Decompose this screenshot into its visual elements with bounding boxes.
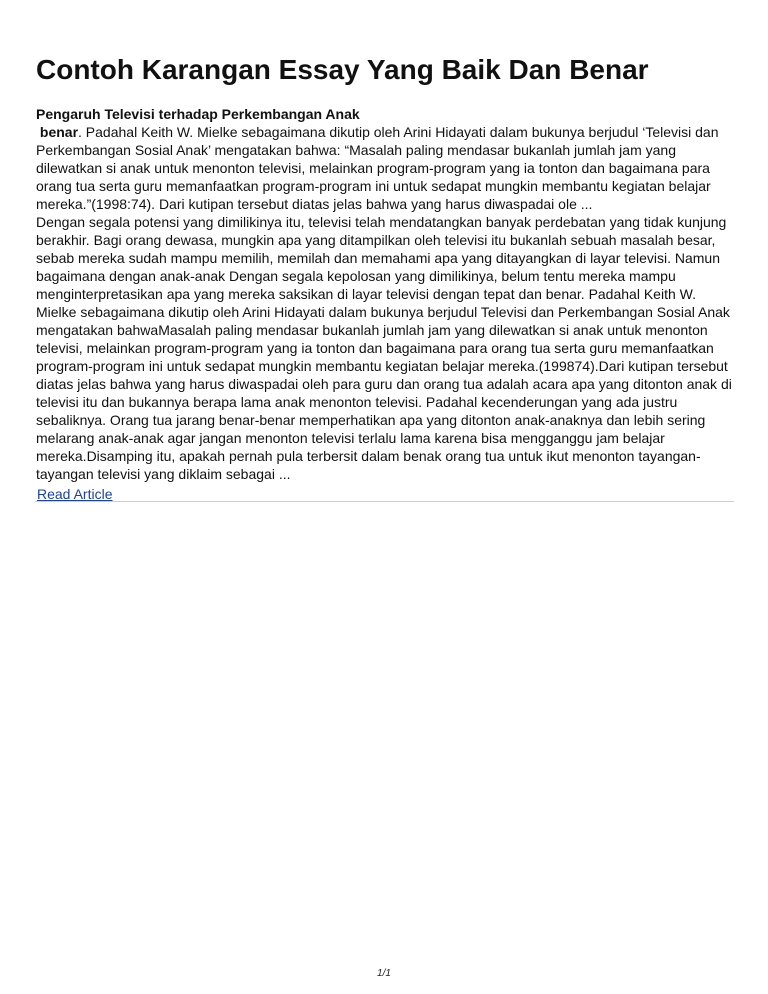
article-paragraph: Dengan segala potensi yang dimilikinya itu, televisi telah mendatangkan banyak perdebatan yang tidak kunjung berakhir. Bagi orang dewasa, mungkin apa yang ditampilkan oleh televisi itu bukanlah sebuah masalah besar, sebab mereka sudah mampu memilih, memilah dan memahami apa yang ditayangkan di layar televisi. Namun bagaimana dengan anak-anak Dengan segala kepolosan yang dimilikinya, belum tentu mereka mampu menginterpretasikan apa yang mereka saksikan di layar televisi dengan tepat dan benar. Padahal Keith W. Mielke sebagaimana dikutip oleh Arini Hidayati dalam bukunya berjudul Televisi dan Perkembangan Sosial Anak mengatakan bahwaMasalah paling mendasar bukanlah jumlah jam yang dilewatkan si anak untuk menonton televisi, melainkan program-program yang ia tonton dan bagaimana para orang tua serta guru memanfaatkan program-program ini untuk sedapat mungkin membantu kegiatan belajar mereka.(199874).Dari kutipan tersebut diatas jelas bahwa yang harus diwaspadai oleh para guru dan orang tua adalah acara apa yang ditonton anak di televisi itu dan bukannya berapa lama anak menonton televisi. Padahal kecenderungan yang ada justru sebaliknya. Orang tua jarang benar-benar memperhatikan apa yang ditonton anak-anaknya dan lebih sering melarang anak-anak agar jangan menonton televisi terlalu lama karena bisa mengganggu jam belajar mereka.Disamping itu, apakah pernah pula terbersit dalam benak orang tua untuk ikut menonton tayangan-tayangan televisi yang diklaim sebagai ... xyxy=(36,214,732,482)
page-number: 1/1 xyxy=(377,968,391,979)
highlighted-keyword: benar xyxy=(39,124,79,140)
article-entry xyxy=(36,105,736,504)
article-body xyxy=(36,123,736,483)
page-title: Contoh Karangan Essay Yang Baik Dan Benar xyxy=(36,54,649,85)
read-article-link[interactable]: Read Article xyxy=(37,486,113,502)
article-paragraph xyxy=(36,123,736,213)
article-heading: Pengaruh Televisi terhadap Perkembangan Anak xyxy=(36,106,360,122)
divider xyxy=(35,501,734,502)
article-excerpt: . Padahal Keith W. Mielke sebagaimana dikutip oleh Arini Hidayati dalam bukunya berjudul ‘Televisi dan Perkembangan Sosial Anak’ mengatakan bahwa: “Masalah paling mendasar bukanlah jumlah jam yang dilewatkan si anak untuk menonton televisi, melainkan program-program yang ia tonton dan bagaimana para orang tua serta guru memanfaatkan program-program ini untuk sedapat mungkin membantu kegiatan belajar mereka.”(1998:74). Dari kutipan tersebut diatas jelas bahwa yang harus diwaspadai ole ... xyxy=(36,124,719,212)
